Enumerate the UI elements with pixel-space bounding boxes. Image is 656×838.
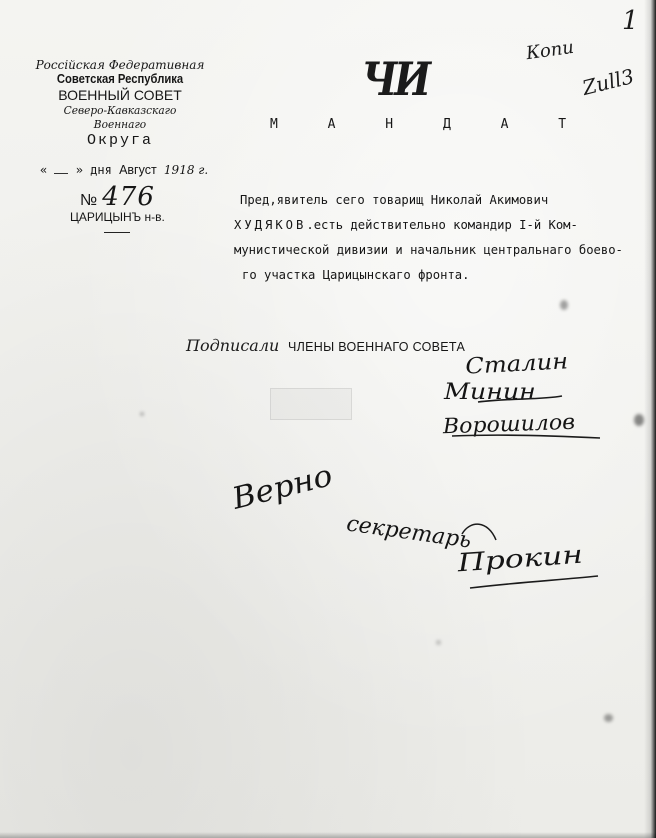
body-line-2 — [234, 213, 650, 238]
ink-spot — [560, 300, 568, 310]
corner-note-line2: Zull3 — [579, 64, 637, 100]
letterhead-federation: Россiйская Федеративная — [35, 58, 205, 72]
signature-minin: Минин — [444, 380, 536, 405]
body-line-2-rest: .есть действительно командир I-й Ком- — [306, 218, 578, 232]
corner-note-line1: Копи — [524, 36, 576, 65]
signature-stalin: Сталин — [464, 349, 569, 380]
city-line: ЦАРИЦЫНЪ н-в. — [70, 210, 165, 224]
document-title: М А Н Д А Т — [270, 117, 588, 132]
ink-spot — [436, 640, 441, 645]
letterhead-republic: Советская Республика — [56, 72, 184, 87]
body-line-3: мунистической дивизии и начальник центральнаго боево- — [234, 243, 623, 257]
faded-stamp — [270, 388, 352, 420]
paper-edge-shadow — [644, 0, 656, 838]
page-number: 1 — [622, 6, 639, 36]
ink-spot — [604, 714, 613, 722]
document-number — [80, 182, 155, 212]
body-paragraph — [234, 188, 650, 288]
body-line-1: Пред,явитель сего товарищ Николай Акимович — [240, 193, 549, 207]
number-value: 476 — [102, 182, 155, 212]
ink-spot — [140, 412, 144, 416]
date-year: 1918 г. — [163, 163, 209, 177]
date-suffix: » дня — [75, 163, 112, 177]
signed-note: Подписали — [186, 336, 280, 355]
number-label: № — [80, 192, 98, 209]
letterhead-okrug: Округа — [86, 131, 153, 149]
letterhead-rule — [104, 232, 130, 233]
certification-secretary: секретарь — [344, 511, 473, 554]
council-members-heading: ЧЛЕНЫ ВОЕННАГО СОВЕТА — [288, 340, 466, 354]
certification-name: Прокин — [456, 539, 584, 578]
signature-voroshilov: Ворошилов — [442, 409, 576, 439]
letterhead — [30, 58, 210, 150]
letterhead-district: Северо-Кавказскаго Военнаго — [63, 103, 177, 131]
date-month: Август — [119, 163, 157, 177]
certification-verno: Верно — [228, 458, 336, 517]
date-prefix: « — [40, 163, 48, 177]
body-line-4: го участка Царицынскаго фронта. — [242, 268, 470, 282]
paper-bottom-shadow — [0, 832, 656, 838]
ink-spot — [634, 414, 644, 426]
top-handwritten-mark: ЧИ — [361, 52, 428, 106]
letterhead-council: ВОЕННЫЙ СОВЕТ — [58, 87, 182, 104]
date-line — [40, 163, 208, 177]
surname: ХУДЯКОВ — [234, 218, 307, 232]
